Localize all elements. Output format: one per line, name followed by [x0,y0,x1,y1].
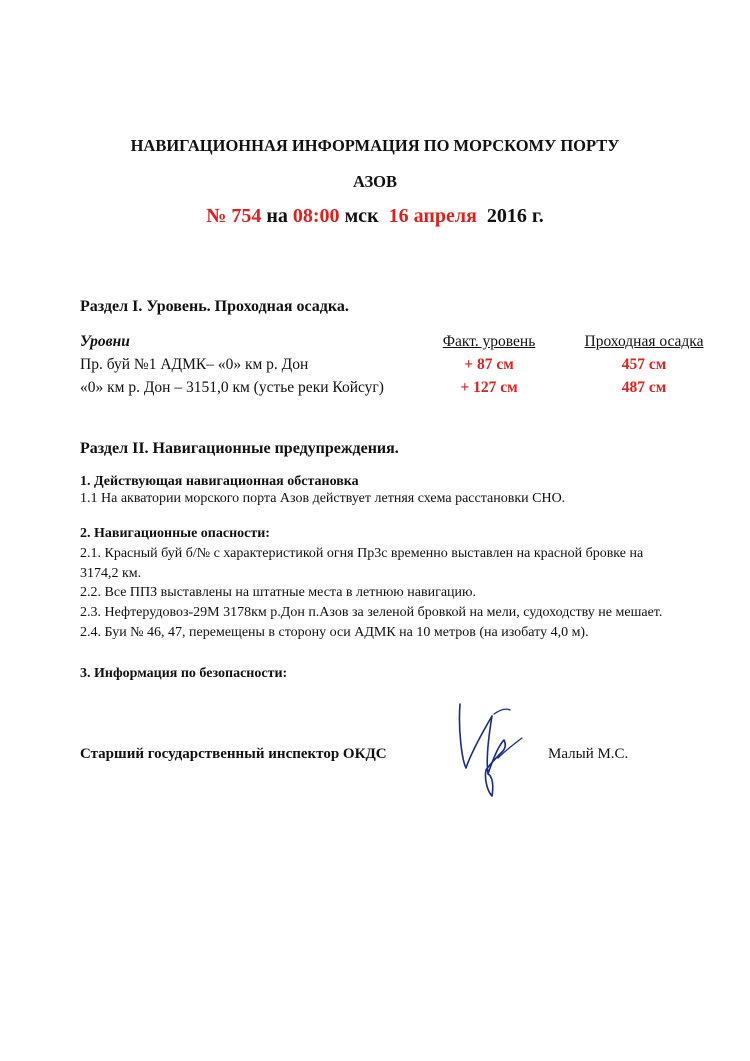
hazard-item-2: 2.2. Все ППЗ выставлены на штатные места в летнюю навигацию. [80,585,476,600]
bulletin-number: 754 [231,205,262,227]
document-title: НАВИГАЦИОННАЯ ИНФОРМАЦИЯ ПО МОРСКОМУ ПОРТУ [130,136,620,155]
level-row-1-draft: 457 см [621,356,667,373]
bulletin-tz: мск [344,205,379,227]
level-row-2-fact: + 127 см [460,379,518,396]
bulletin-line [0,205,750,228]
handwritten-signature [448,700,528,800]
bulletin-number-sign: № [206,205,227,227]
hazard-item-1-cont: 3174,2 км. [80,566,142,581]
level-row-2-name: «0» км р. Дон – 3151,0 км (устье реки Койсуг) [80,379,384,396]
bulletin-year: 2016 г. [486,205,544,227]
subsection1-item-1: 1.1 На акватории морского порта Азов действует летняя схема расстановки СНО. [80,491,566,506]
subsection3-title: 3. Информация по безопасности: [80,666,288,681]
subsection1-title: 1. Действующая навигационная обстановка [80,474,359,489]
port-name: АЗОВ [352,172,398,191]
levels-header: Уровни [80,333,130,350]
bulletin-time: 08:00 [292,205,340,227]
level-row-2-draft: 487 см [621,379,667,396]
section1-title: Раздел I. Уровень. Проходная осадка. [80,298,349,315]
level-row-1-name: Пр. буй №1 АДМК– «0» км р. Дон [80,356,309,373]
bulletin-date: 16 апреля [388,205,477,227]
hazard-item-3: 2.3. Нефтерудовоз-29М 3178км р.Дон п.Азов за зеленой бровкой на мели, судоходству не мешает. [80,605,663,620]
hazard-item-4: 2.4. Буи № 46, 47, перемещены в сторону оси АДМК на 10 метров (на изобату 4,0 м). [80,625,589,640]
bulletin-at: на [266,205,288,227]
section2-title: Раздел II. Навигационные предупреждения. [80,440,399,457]
hazard-item-1: 2.1. Красный буй б/№ с характеристикой огня Пр3с временно выставлен на красной бровке на [80,546,644,561]
subsection2-title: 2. Навигационные опасности: [80,526,270,541]
level-row-1-fact: + 87 см [464,356,514,373]
signatory-name: Малый М.С. [548,746,629,762]
fact-level-header: Факт. уровень [442,333,536,350]
draft-header: Проходная осадка [584,333,704,350]
signatory-position: Старший государственный инспектор ОКДС [80,746,387,762]
